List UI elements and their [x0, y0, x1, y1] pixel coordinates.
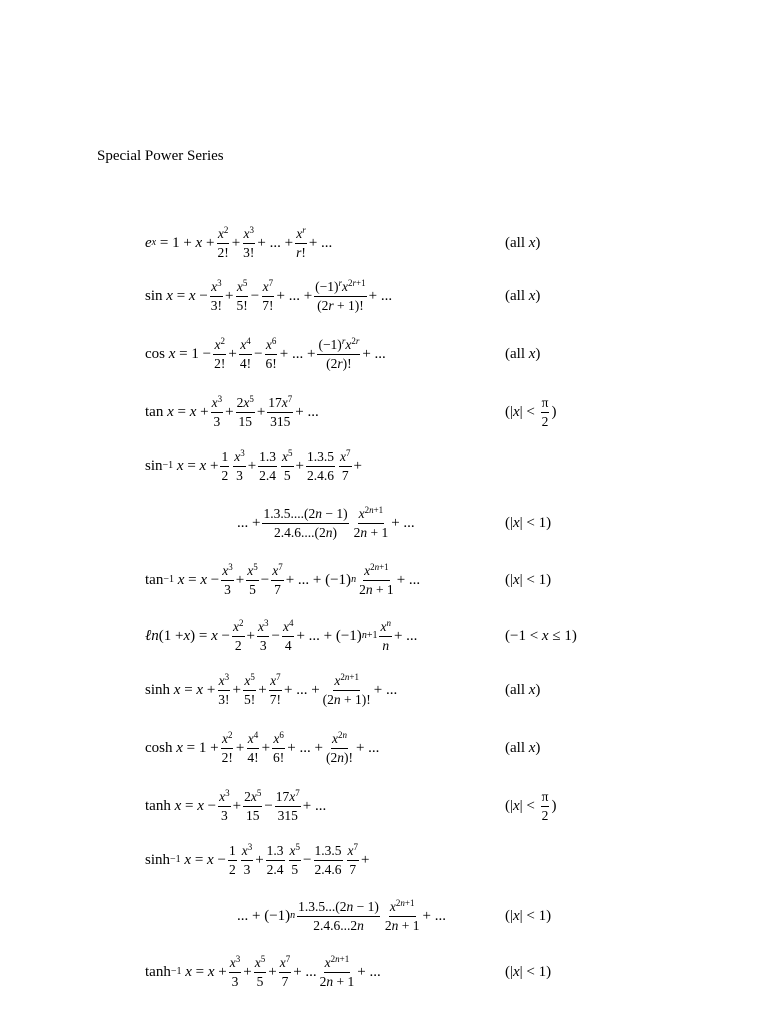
condition-sinh: (all x ): [505, 681, 541, 698]
condition-arctan: (| x | < 1): [505, 571, 552, 588]
series-arcsin-cont: ... + $\frac{1.3.5....(2n - 1)}{2.4.6....(2n)}$ $\frac{x^{2n+1}}{2n + 1}$ + ...: [237, 504, 415, 540]
page-title: Special Power Series: [97, 148, 224, 164]
series-sin: sin x = x − $\frac{x^3}{3!}$ + $\frac{x^5}{5!}$ − $\frac{x^7}{7!}$ + ... + $\frac{(-1)^rx^{2r+1}}{(2r + 1)!}$ + ...: [145, 277, 393, 313]
condition-arcsinh: (| x | < 1): [505, 907, 552, 924]
series-tan: tan x = x + $\frac{x^3}{3}$ + $\frac{2x^5}{15}$ + $\frac{17x^7}{315}$ + ...: [145, 393, 319, 429]
condition-ln: (−1 < x ≤ 1): [505, 627, 577, 644]
series-ln: ℓn (1 + x ) = x − $\frac{x^2}{2}$ + $\frac{x^3}{3}$ − $\frac{x^4}{4}$ + ... + (−1) n+1 $\frac{x^n}{n}$ + ...: [145, 617, 418, 653]
condition-exp: (all x ): [505, 234, 541, 251]
series-sinh: sinh x = x + $\frac{x^3}{3!}$ + $\frac{x^5}{5!}$ + $\frac{x^7}{7!}$ + ... + $\frac{x^{2n+1}}{(2n + 1)!}$ + ...: [145, 671, 398, 707]
condition-arcsin: (| x | < 1): [505, 514, 552, 531]
series-arcsinh-cont: ... + (−1) n $\frac{1.3.5...(2n - 1)}{2.4.6...2n}$ $\frac{x^{2n+1}}{2n + 1}$ + ...: [237, 897, 446, 933]
series-arcsinh: sinh −1 x = x − $\frac{1}{2}$ $\frac{x^3}{3}$ + $\frac{1.3}{2.4}$ $\frac{x^5}{5}$ − $\frac{1.3.5}{2.4.6}$ $\frac{x^7}{7}$ +: [145, 841, 370, 877]
condition-tan: (| x | < $\frac{\pi}{2}$ ): [505, 394, 557, 429]
series-arctan: tan −1 x = x − $\frac{x^3}{3}$ + $\frac{x^5}{5}$ − $\frac{x^7}{7}$ + ... + (−1) n $\frac{x^{2n+1}}{2n + 1}$ + ...: [145, 561, 421, 597]
condition-sin: (all x ): [505, 287, 541, 304]
condition-cosh: (all x ): [505, 739, 541, 756]
series-arcsin: sin −1 x = x + $\frac{1}{2}$ $\frac{x^3}{3}$ + $\frac{1.3}{2.4}$ $\frac{x^5}{5}$ + $\frac{1.3.5}{2.4.6}$ $\frac{x^7}{7}$ +: [145, 447, 362, 483]
series-cos: cos x = 1 − $\frac{x^2}{2!}$ + $\frac{x^4}{4!}$ − $\frac{x^6}{6!}$ + ... + $\frac{(-1)^rx^{2r}}{(2r)!}$ + ...: [145, 335, 386, 371]
series-exp: e x = 1 + x + $\frac{x^2}{2!}$ + $\frac{x^3}{3!}$ + ... + $\frac{x^r}{r!}$ + ...: [145, 224, 333, 260]
condition-tanh: (| x | < $\frac{\pi}{2}$ ): [505, 788, 557, 823]
series-cosh: cosh x = 1 + $\frac{x^2}{2!}$ + $\frac{x^4}{4!}$ + $\frac{x^6}{6!}$ + ... + $\frac{x^{2n}}{(2n)!}$ + ...: [145, 729, 380, 765]
series-tanh: tanh x = x − $\frac{x^3}{3}$ + $\frac{2x^5}{15}$ − $\frac{17x^7}{315}$ + ...: [145, 787, 327, 823]
condition-cos: (all x ): [505, 345, 541, 362]
condition-arctanh: (| x | < 1): [505, 963, 552, 980]
series-arctanh: tanh −1 x = x + $\frac{x^3}{3}$ + $\frac{x^5}{5}$ + $\frac{x^7}{7}$ + ... $\frac{x^{2n+1}}{2n + 1}$ + ...: [145, 953, 381, 989]
